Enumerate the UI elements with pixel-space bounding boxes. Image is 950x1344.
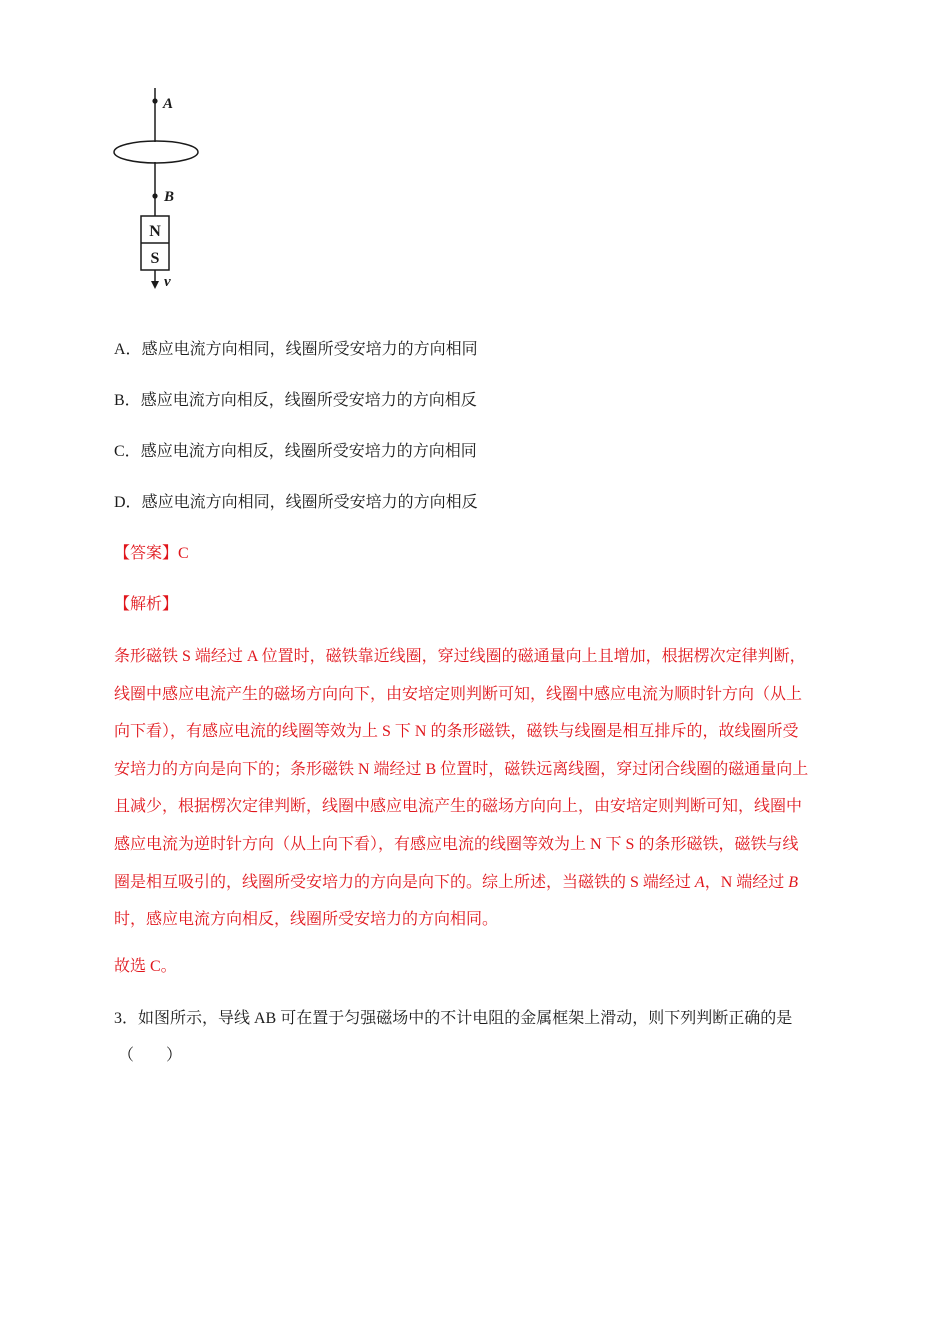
option-text: 感应电流方向相同，线圈所受安培力的方向相同 — [141, 341, 478, 358]
option-text: 感应电流方向相反，线圈所受安培力的方向相反 — [140, 392, 477, 409]
conclusion: 故选 C。 — [114, 958, 177, 975]
label-b: B — [164, 189, 175, 205]
coil-ring-front — [114, 152, 198, 163]
magnet-south-label: S — [150, 250, 160, 267]
option-d — [114, 493, 478, 513]
label-v: v — [164, 274, 171, 290]
option-a — [114, 340, 478, 360]
answer-label: 【答案】 — [114, 545, 179, 562]
analysis-text: ，N 端经过 — [704, 873, 789, 891]
physics-figure — [100, 80, 220, 295]
option-letter: A． — [114, 341, 142, 358]
question-3-line2: （ ） — [118, 1047, 183, 1064]
analysis-text: 圈是相互吸引的，线圈所受安培力的方向是向下的。综上所述，当磁铁的 S 端经过 — [114, 873, 695, 891]
option-text: 感应电流方向相反，线圈所受安培力的方向相同 — [140, 443, 477, 460]
option-text: 感应电流方向相同，线圈所受安培力的方向相反 — [141, 494, 478, 511]
point-a-dot — [152, 98, 157, 103]
analysis-line: 时，感应电流方向相反，线圈所受安培力的方向相同。 — [114, 911, 499, 929]
analysis-var-a: A — [694, 873, 705, 891]
analysis-label: 【解析】 — [114, 596, 179, 613]
label-a: A — [163, 96, 174, 112]
analysis-line: 感应电流为逆时针方向（从上向下看），有感应电流的线圈等效为上 N 下 S 的条形磁铁，磁铁与线 — [114, 835, 799, 853]
answer-line — [114, 544, 189, 564]
option-c — [114, 442, 477, 462]
coil-ring-back — [114, 141, 198, 152]
option-letter: D． — [114, 494, 142, 511]
analysis-line: 且减少，根据楞次定律判断，线圈中感应电流产生的磁场方向向上，由安培定则判断可知，线圈中 — [114, 798, 803, 816]
analysis-line — [114, 864, 844, 902]
analysis-line: 线圈中感应电流产生的磁场方向向下，由安培定则判断可知，线圈中感应电流为顺时针方向（从上 — [114, 685, 803, 703]
analysis-line: 安培力的方向是向下的；条形磁铁 N 端经过 B 位置时，磁铁远离线圈，穿过闭合线圈的磁通量向上 — [114, 760, 809, 778]
magnet-north-label: N — [149, 223, 161, 240]
analysis-var-b: B — [788, 873, 799, 891]
point-b-dot — [152, 193, 157, 198]
option-letter: B． — [114, 392, 141, 409]
question-3-line1: 3．如图所示，导线 AB 可在置于匀强磁场中的不计电阻的金属框架上滑动，则下列判断正确的是 — [114, 1010, 793, 1027]
analysis-paragraph — [114, 638, 844, 939]
velocity-arrow-head — [151, 281, 159, 289]
option-letter: C． — [114, 443, 141, 460]
analysis-line: 向下看），有感应电流的线圈等效为上 S 下 N 的条形磁铁，磁铁与线圈是相互排斥的，故线圈所受 — [114, 723, 799, 741]
answer-value: C — [178, 545, 189, 562]
magnet-coil-diagram — [100, 80, 220, 295]
analysis-line: 条形磁铁 S 端经过 A 位置时，磁铁靠近线圈，穿过线圈的磁通量向上且增加，根据楞次定律判断， — [114, 648, 806, 665]
option-b — [114, 391, 477, 411]
